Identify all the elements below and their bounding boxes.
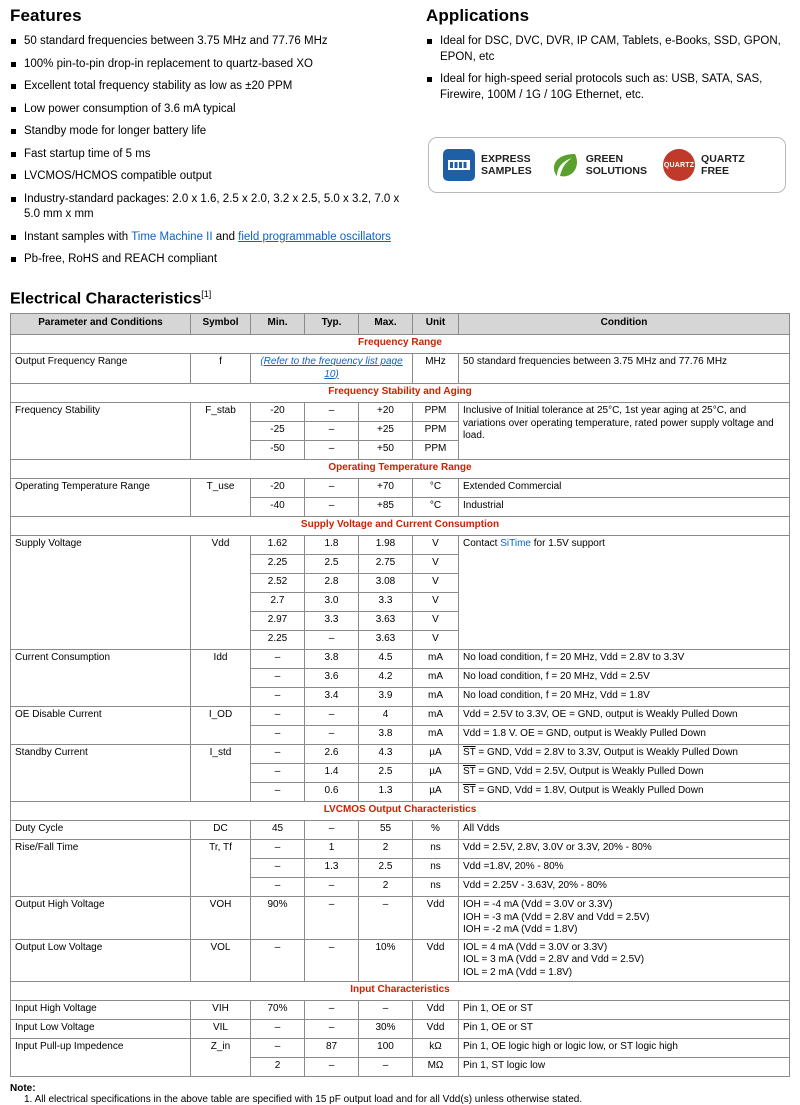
cell-unit: V <box>413 574 459 593</box>
cell-condition: Pin 1, OE logic high or logic low, or ST logic high <box>459 1039 790 1058</box>
cell-unit: °C <box>413 498 459 517</box>
cell-min: 2.52 <box>251 574 305 593</box>
table-row <box>11 939 790 982</box>
cell-max: 30% <box>359 1020 413 1039</box>
cell-condition: IOH = -4 mA (Vdd = 3.0V or 3.3V) IOH = -3 mA (Vdd = 2.8V and Vdd = 2.5V) IOH = -2 mA (Vdd = 1.8V) <box>459 897 790 940</box>
table-body <box>11 335 790 1077</box>
cell-condition: Contact SiTime for 1.5V support <box>459 536 790 650</box>
cell-unit: Vdd <box>413 939 459 982</box>
leaf-icon <box>548 149 580 181</box>
electrical-characteristics-table <box>10 313 790 1077</box>
cell-symbol: T_use <box>191 479 251 517</box>
table-group-label: Frequency Stability and Aging <box>11 384 790 403</box>
cell-unit: µA <box>413 745 459 764</box>
table-group-label: Operating Temperature Range <box>11 460 790 479</box>
cell-condition: Pin 1, ST logic low <box>459 1058 790 1077</box>
cell-unit: V <box>413 536 459 555</box>
table-group-row <box>11 802 790 821</box>
cell-min: 2.7 <box>251 593 305 612</box>
cell-unit: Vdd <box>413 1001 459 1020</box>
cell-unit: V <box>413 555 459 574</box>
cell-min: – <box>251 783 305 802</box>
badge-line-2: SAMPLES <box>481 165 532 178</box>
cell-typ: 3.8 <box>305 650 359 669</box>
cell-max: +85 <box>359 498 413 517</box>
cell-max: 4.2 <box>359 669 413 688</box>
col-condition: Condition <box>459 314 790 335</box>
cell-max: 3.63 <box>359 612 413 631</box>
applications-title: Applications <box>426 6 530 25</box>
cell-condition: Vdd = 2.5V, 2.8V, 3.0V or 3.3V, 20% - 80% <box>459 840 790 859</box>
cell-condition: Vdd =1.8V, 20% - 80% <box>459 859 790 878</box>
cell-typ: 87 <box>305 1039 359 1058</box>
table-row <box>11 650 790 669</box>
cell-max: 3.9 <box>359 688 413 707</box>
cell-unit: mA <box>413 726 459 745</box>
table-row <box>11 745 790 764</box>
feature-item: Pb-free, RoHS and REACH compliant <box>10 252 410 268</box>
cell-max: 2.75 <box>359 555 413 574</box>
cell-parameter: Output High Voltage <box>11 897 191 940</box>
cell-unit: PPM <box>413 403 459 422</box>
cell-min: 90% <box>251 897 305 940</box>
cell-max: 3.3 <box>359 593 413 612</box>
cell-min: – <box>251 650 305 669</box>
table-row <box>11 707 790 726</box>
badge-line-1: QUARTZ <box>701 153 745 165</box>
cell-symbol: Vdd <box>191 536 251 650</box>
cell-max: 1.98 <box>359 536 413 555</box>
cell-max: 2.5 <box>359 764 413 783</box>
table-header-row <box>11 314 790 335</box>
samples-mid: and <box>212 230 239 243</box>
cell-parameter: Standby Current <box>11 745 191 802</box>
cell-min: – <box>251 669 305 688</box>
cell-unit: ns <box>413 878 459 897</box>
table-row <box>11 821 790 840</box>
cell-min: 2.97 <box>251 612 305 631</box>
ec-footnote-marker: [1] <box>201 288 212 299</box>
feature-item: Low power consumption of 3.6 mA typical <box>10 102 410 118</box>
express-samples-label <box>481 153 532 177</box>
table-row <box>11 354 790 384</box>
table-group-row <box>11 460 790 479</box>
table-header <box>11 314 790 335</box>
cell-typ: 3.6 <box>305 669 359 688</box>
badges-box <box>428 137 786 193</box>
cell-condition: Pin 1, OE or ST <box>459 1020 790 1039</box>
cell-condition: Vdd = 1.8 V. OE = GND, output is Weakly Pulled Down <box>459 726 790 745</box>
cell-max: 3.08 <box>359 574 413 593</box>
table-row <box>11 1020 790 1039</box>
cell-min: -50 <box>251 441 305 460</box>
table-row <box>11 479 790 498</box>
samples-prefix: Instant samples with <box>24 230 132 243</box>
cell-condition: $\overline{ST}$ = GND, Vdd = 2.8V to 3.3V, Output is Weakly Pulled Down <box>459 745 790 764</box>
cell-min: 1.62 <box>251 536 305 555</box>
cell-max: 100 <box>359 1039 413 1058</box>
badge-line-2: SOLUTIONS <box>585 165 648 178</box>
note-item: 1. All electrical specifications in the above table are specified with 15 pF output load and for all Vdd(s) unless otherwise stated. <box>24 1094 583 1105</box>
table-group-label: Frequency Range <box>11 335 790 354</box>
cell-typ: 3.4 <box>305 688 359 707</box>
table-row <box>11 1039 790 1058</box>
cell-symbol: Tr, Tf <box>191 840 251 897</box>
cell-condition: All Vdds <box>459 821 790 840</box>
col-symbol: Symbol <box>191 314 251 335</box>
table-group-label: Input Characteristics <box>11 982 790 1001</box>
badge-quartz-free <box>663 149 745 181</box>
feature-item: Excellent total frequency stability as low as ±20 PPM <box>10 79 410 95</box>
cell-symbol: I_std <box>191 745 251 802</box>
cell-typ: – <box>305 441 359 460</box>
cell-unit: Vdd <box>413 1020 459 1039</box>
table-group-label: Supply Voltage and Current Consumption <box>11 517 790 536</box>
cell-min: – <box>251 840 305 859</box>
cell-parameter: Frequency Stability <box>11 403 191 460</box>
cell-min: – <box>251 859 305 878</box>
cell-typ: – <box>305 403 359 422</box>
cell-min: – <box>251 688 305 707</box>
cell-min: – <box>251 878 305 897</box>
cell-max: 2 <box>359 840 413 859</box>
cell-unit: V <box>413 631 459 650</box>
table-row <box>11 403 790 422</box>
table-group-row <box>11 384 790 403</box>
table-group-row <box>11 517 790 536</box>
cell-typ: 1.8 <box>305 536 359 555</box>
cell-max: 4.3 <box>359 745 413 764</box>
green-solutions-label <box>586 153 647 177</box>
badge-green-solutions <box>548 149 647 181</box>
cell-typ: 2.8 <box>305 574 359 593</box>
cell-condition: Pin 1, OE or ST <box>459 1001 790 1020</box>
cell-typ: – <box>305 479 359 498</box>
feature-item: LVCMOS/HCMOS compatible output <box>10 169 410 185</box>
cell-max: +25 <box>359 422 413 441</box>
cell-max: +50 <box>359 441 413 460</box>
cell-min: – <box>251 764 305 783</box>
cell-unit: PPM <box>413 422 459 441</box>
cell-unit: PPM <box>413 441 459 460</box>
cell-unit: MΩ <box>413 1058 459 1077</box>
cell-symbol: VOL <box>191 939 251 982</box>
cell-unit: V <box>413 612 459 631</box>
cell-typ: – <box>305 498 359 517</box>
cell-typ: 3.3 <box>305 612 359 631</box>
table-row <box>11 536 790 555</box>
feature-item: 50 standard frequencies between 3.75 MHz and 77.76 MHz <box>10 34 410 50</box>
cell-max: 2.5 <box>359 859 413 878</box>
cell-typ: – <box>305 726 359 745</box>
table-group-label: LVCMOS Output Characteristics <box>11 802 790 821</box>
cell-max: – <box>359 1001 413 1020</box>
features-title: Features <box>10 6 82 25</box>
cell-max: +20 <box>359 403 413 422</box>
cell-parameter: Input Low Voltage <box>11 1020 191 1039</box>
cell-symbol: DC <box>191 821 251 840</box>
cell-max: 2 <box>359 878 413 897</box>
cell-parameter: Input High Voltage <box>11 1001 191 1020</box>
cell-typ: 1 <box>305 840 359 859</box>
cell-parameter: Input Pull-up Impedence <box>11 1039 191 1077</box>
cell-unit: µA <box>413 783 459 802</box>
cell-min: – <box>251 726 305 745</box>
cell-condition: Vdd = 2.25V - 3.63V, 20% - 80% <box>459 878 790 897</box>
cell-min: 2 <box>251 1058 305 1077</box>
feature-item: Fast startup time of 5 ms <box>10 147 410 163</box>
cell-typ: – <box>305 1001 359 1020</box>
badge-line-2: FREE <box>701 165 730 178</box>
cell-min: – <box>251 745 305 764</box>
cell-typ: 1.4 <box>305 764 359 783</box>
cell-condition: $\overline{ST}$ = GND, Vdd = 2.5V, Output is Weakly Pulled Down <box>459 764 790 783</box>
cell-symbol: VIL <box>191 1020 251 1039</box>
cell-symbol: Idd <box>191 650 251 707</box>
cell-max: – <box>359 1058 413 1077</box>
cell-typ: 1.3 <box>305 859 359 878</box>
cell-parameter: OE Disable Current <box>11 707 191 745</box>
applications-list <box>426 34 786 103</box>
cell-condition: $\overline{ST}$ = GND, Vdd = 1.8V, Output is Weakly Pulled Down <box>459 783 790 802</box>
cell-condition: No load condition, f = 20 MHz, Vdd = 1.8V <box>459 688 790 707</box>
cell-typ: – <box>305 821 359 840</box>
cell-parameter: Operating Temperature Range <box>11 479 191 517</box>
cell-unit: kΩ <box>413 1039 459 1058</box>
cell-typ: 2.6 <box>305 745 359 764</box>
cell-condition: Extended Commercial <box>459 479 790 498</box>
cell-condition: Vdd = 2.5V to 3.3V, OE = GND, output is Weakly Pulled Down <box>459 707 790 726</box>
express-samples-icon <box>443 149 475 181</box>
cell-max: +70 <box>359 479 413 498</box>
cell-max: 3.8 <box>359 726 413 745</box>
cell-unit: mA <box>413 688 459 707</box>
cell-typ: – <box>305 1020 359 1039</box>
col-typ: Typ. <box>305 314 359 335</box>
cell-unit: °C <box>413 479 459 498</box>
col-min: Min. <box>251 314 305 335</box>
feature-item: Standby mode for longer battery life <box>10 124 410 140</box>
cell-min: – <box>251 939 305 982</box>
applications-column <box>426 6 786 275</box>
cell-typ: – <box>305 878 359 897</box>
cell-condition: 50 standard frequencies between 3.75 MHz and 77.76 MHz <box>459 354 790 384</box>
cell-typ: 2.5 <box>305 555 359 574</box>
cell-parameter: Output Low Voltage <box>11 939 191 982</box>
features-column <box>10 6 410 275</box>
table-row <box>11 840 790 859</box>
cell-min: 2.25 <box>251 555 305 574</box>
cell-symbol: I_OD <box>191 707 251 745</box>
cell-min-typ-max <box>251 354 413 384</box>
cell-min: -40 <box>251 498 305 517</box>
cell-max: 4.5 <box>359 650 413 669</box>
cell-symbol: Z_in <box>191 1039 251 1077</box>
cell-typ: – <box>305 939 359 982</box>
col-unit: Unit <box>413 314 459 335</box>
cell-symbol: VOH <box>191 897 251 940</box>
badge-line-1: EXPRESS <box>481 153 531 165</box>
cell-min: – <box>251 1020 305 1039</box>
cell-unit: V <box>413 593 459 612</box>
cell-symbol: F_stab <box>191 403 251 460</box>
cell-parameter: Rise/Fall Time <box>11 840 191 897</box>
table-group-row <box>11 335 790 354</box>
top-section <box>10 6 790 275</box>
feature-item: 100% pin-to-pin drop-in replacement to quartz-based XO <box>10 57 410 73</box>
cell-max: 55 <box>359 821 413 840</box>
cell-unit: mA <box>413 669 459 688</box>
cell-condition: Industrial <box>459 498 790 517</box>
electrical-characteristics-title <box>10 289 790 308</box>
cell-typ: – <box>305 1058 359 1077</box>
table-row <box>11 1001 790 1020</box>
cell-symbol: f <box>191 354 251 384</box>
cell-condition: Inclusive of Initial tolerance at 25°C, 1st year aging at 25°C, and variations over operating temperature, rated power supply voltage and load. <box>459 403 790 460</box>
cell-typ: 0.6 <box>305 783 359 802</box>
cell-unit: ns <box>413 840 459 859</box>
sitime-link[interactable]: SiTime <box>500 538 531 549</box>
cell-unit: mA <box>413 650 459 669</box>
note-title: Note: <box>10 1083 36 1094</box>
cell-unit: mA <box>413 707 459 726</box>
cell-parameter: Duty Cycle <box>11 821 191 840</box>
time-machine-link[interactable]: Time Machine II <box>131 230 213 243</box>
cell-condition: No load condition, f = 20 MHz, Vdd = 2.5V <box>459 669 790 688</box>
ec-title-text: Electrical Characteristics <box>10 290 202 307</box>
frequency-list-link[interactable]: (Refer to the frequency list page 10) <box>260 356 403 380</box>
cell-typ: – <box>305 631 359 650</box>
cell-condition: No load condition, f = 20 MHz, Vdd = 2.8V to 3.3V <box>459 650 790 669</box>
col-parameter: Parameter and Conditions <box>11 314 191 335</box>
col-max: Max. <box>359 314 413 335</box>
cell-unit: MHz <box>413 354 459 384</box>
cell-min: -20 <box>251 479 305 498</box>
cell-typ: 3.0 <box>305 593 359 612</box>
cell-min: 70% <box>251 1001 305 1020</box>
cell-parameter: Output Frequency Range <box>11 354 191 384</box>
cell-min: – <box>251 707 305 726</box>
cell-parameter: Supply Voltage <box>11 536 191 650</box>
cell-parameter: Current Consumption <box>11 650 191 707</box>
cell-min: 2.25 <box>251 631 305 650</box>
cell-max: 4 <box>359 707 413 726</box>
table-row <box>11 897 790 940</box>
field-programmable-link[interactable]: field programmable oscillators <box>238 230 391 243</box>
cell-unit: ns <box>413 859 459 878</box>
cell-unit: µA <box>413 764 459 783</box>
cell-min: -25 <box>251 422 305 441</box>
features-list <box>10 34 410 268</box>
feature-item: Industry-standard packages: 2.0 x 1.6, 2.5 x 2.0, 3.2 x 2.5, 5.0 x 3.2, 7.0 x 5.0 mm x mm <box>10 192 410 223</box>
cell-typ: – <box>305 707 359 726</box>
cell-condition: IOL = 4 mA (Vdd = 3.0V or 3.3V) IOL = 3 mA (Vdd = 2.8V and Vdd = 2.5V) IOL = 2 mA (Vdd = 1.8V) <box>459 939 790 982</box>
application-item: Ideal for DSC, DVC, DVR, IP CAM, Tablets, e-Books, SSD, GPON, EPON, etc <box>426 34 786 65</box>
cell-symbol: VIH <box>191 1001 251 1020</box>
cell-unit: % <box>413 821 459 840</box>
badge-express-samples <box>443 149 532 181</box>
footnotes <box>10 1083 790 1105</box>
cell-max: 10% <box>359 939 413 982</box>
table-group-row <box>11 982 790 1001</box>
cell-max: 3.63 <box>359 631 413 650</box>
quartz-free-icon <box>663 149 695 181</box>
badge-line-1: GREEN <box>585 153 624 165</box>
quartz-free-label <box>701 153 745 177</box>
cell-min: 45 <box>251 821 305 840</box>
cell-max: 1.3 <box>359 783 413 802</box>
cell-min: – <box>251 1039 305 1058</box>
cell-typ: – <box>305 897 359 940</box>
quartz-icon-text: QUARTZ <box>663 161 695 169</box>
cell-unit: Vdd <box>413 897 459 940</box>
application-item: Ideal for high-speed serial protocols such as: USB, SATA, SAS, Firewire, 100M / 1G / 10G Ethernet, etc. <box>426 72 786 103</box>
feature-item-samples <box>10 230 410 246</box>
cell-typ: – <box>305 422 359 441</box>
cell-max: – <box>359 897 413 940</box>
cell-min: -20 <box>251 403 305 422</box>
